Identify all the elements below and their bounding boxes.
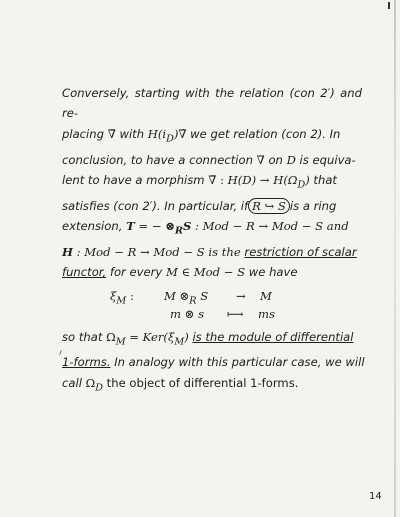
text-segment: Conversely, starting with the relation (con 2′) and re- bbox=[62, 86, 362, 121]
text-segment: is a ring bbox=[289, 198, 337, 213]
text-segment: is equiva- bbox=[295, 152, 356, 167]
text-segment: so that bbox=[62, 329, 107, 344]
math-nabla-tilde: ∇̃ bbox=[107, 126, 116, 141]
page-number: 14 bbox=[369, 491, 382, 502]
text-line-7 bbox=[62, 242, 362, 262]
underlined-phrase: 1-forms. bbox=[62, 355, 111, 370]
display-codomain: M bbox=[260, 288, 272, 303]
math-colon: : bbox=[216, 172, 228, 187]
underlined-phrase: is the module of differential bbox=[192, 329, 354, 344]
text-line-10 bbox=[62, 352, 365, 372]
math-m-in-mod: M ∈ Mod − S bbox=[165, 265, 246, 280]
circled-ring-extension: R ↪ S bbox=[248, 198, 290, 214]
text-segment: call bbox=[62, 375, 86, 390]
text-segment: extension, bbox=[62, 219, 127, 234]
display-image: ms bbox=[258, 306, 275, 321]
math-nabla-tilde: ∇̃ bbox=[208, 172, 217, 187]
text-line-11 bbox=[62, 373, 362, 399]
text-segment: that bbox=[309, 172, 337, 187]
underlined-phrase: functor, bbox=[62, 265, 107, 280]
text-segment: on bbox=[264, 152, 287, 167]
display-mapsto: ⟼ bbox=[227, 306, 244, 321]
text-segment: In analogy with this particular case, we will bbox=[110, 355, 365, 370]
corner-mark bbox=[388, 2, 390, 9]
text-line-5 bbox=[62, 196, 362, 216]
text-segment: placing bbox=[62, 126, 108, 141]
math-ker: = Ker(ξ bbox=[125, 329, 175, 344]
math-ker-close: ) bbox=[184, 329, 189, 344]
text-line-8 bbox=[62, 262, 362, 282]
text-line-3 bbox=[62, 150, 362, 170]
text-segment: the object of differential 1-forms. bbox=[102, 375, 299, 390]
text-line-9 bbox=[62, 327, 362, 353]
display-xi: $\xi_M$ : bbox=[110, 288, 134, 306]
math-omega: Ω bbox=[106, 329, 116, 344]
math-subscript: D bbox=[95, 382, 103, 394]
display-arrow: → bbox=[236, 288, 246, 303]
math-subscript: M bbox=[115, 335, 126, 347]
math-h: H bbox=[62, 244, 73, 259]
math-h-ip: H(i bbox=[147, 126, 167, 141]
text-line-6 bbox=[62, 216, 362, 242]
math-mod-map: : Mod − R → Mod − S is the bbox=[72, 244, 245, 259]
math-t: T bbox=[126, 219, 135, 234]
math-h-d: H(D) → H(Ω bbox=[227, 172, 298, 187]
document-body bbox=[62, 83, 365, 398]
text-segment: we have bbox=[245, 265, 298, 280]
math-subscript: D bbox=[297, 179, 306, 191]
text-segment: for every bbox=[106, 265, 166, 280]
math-h-ip-close: )∇̃ bbox=[173, 126, 187, 141]
math-subscript: D bbox=[166, 133, 174, 145]
text-segment: with bbox=[115, 126, 148, 141]
math-equals: = − bbox=[134, 219, 166, 234]
text-segment: lent to have a morphism bbox=[62, 172, 209, 187]
page-edge bbox=[394, 0, 396, 517]
math-subscript: R bbox=[174, 225, 183, 237]
math-s: S bbox=[183, 219, 192, 234]
display-domain: M $\otimes_R$ S bbox=[164, 288, 209, 306]
math-mod-map: : Mod − R → Mod − S and bbox=[191, 219, 349, 234]
underlined-phrase: restriction of scalar bbox=[244, 244, 357, 259]
text-segment: satisfies (con 2′). In particular, if bbox=[62, 198, 249, 213]
math-nabla: ∇ bbox=[256, 152, 265, 167]
display-equation bbox=[62, 283, 362, 327]
text-line-1 bbox=[62, 83, 362, 124]
text-segment: we get relation (con 2). In bbox=[186, 126, 341, 141]
math-h-d-close: ) bbox=[305, 172, 310, 187]
text-line-2 bbox=[62, 124, 362, 150]
math-otimes: ⊗ bbox=[165, 219, 175, 234]
text-segment: conclusion, to have a connection bbox=[62, 152, 257, 167]
display-element: m ⊗ s bbox=[170, 306, 205, 321]
text-line-4 bbox=[62, 170, 362, 196]
math-omega: Ω bbox=[85, 375, 96, 390]
math-d: D bbox=[286, 152, 296, 167]
math-subscript: M bbox=[174, 335, 185, 347]
